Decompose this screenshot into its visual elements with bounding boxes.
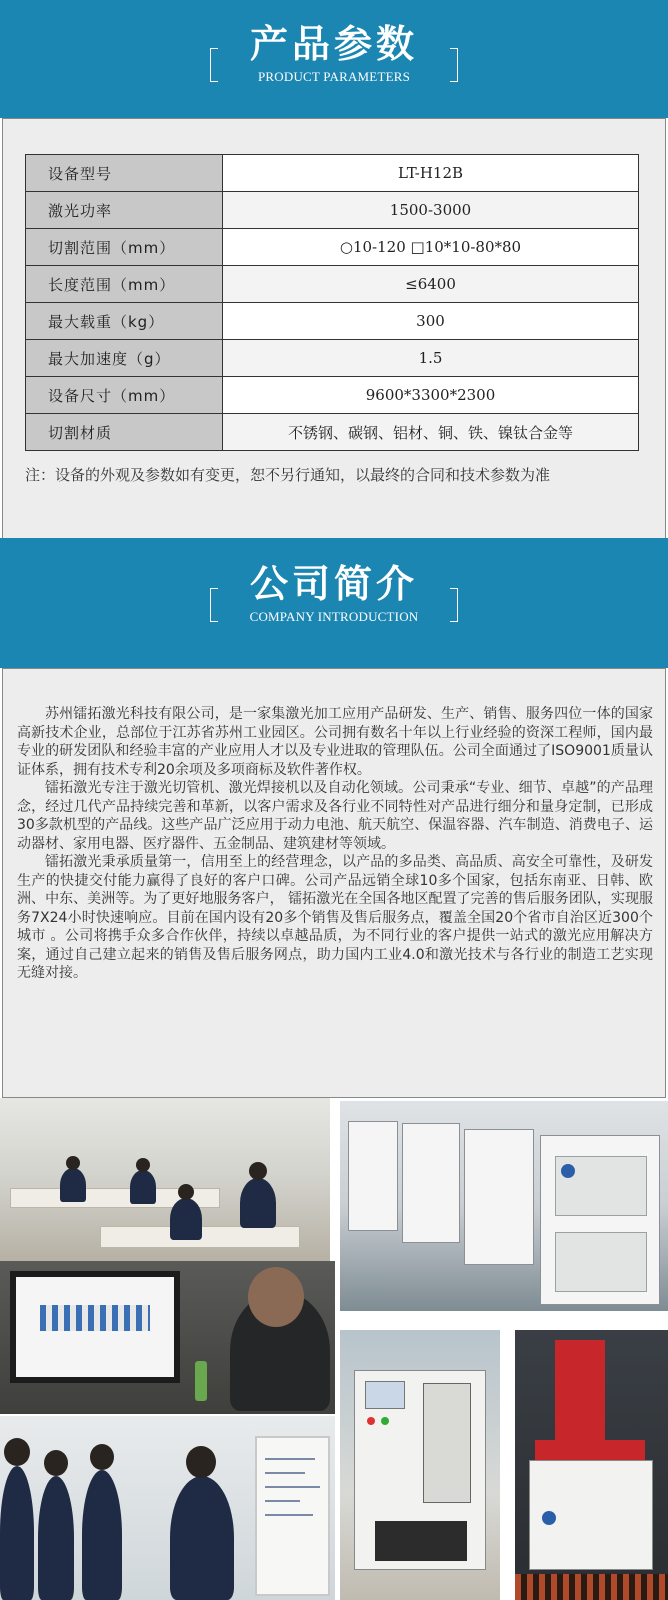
person-head <box>248 1267 304 1327</box>
scribble <box>265 1486 320 1488</box>
photo-collage <box>0 1098 668 1600</box>
params-row <box>26 155 639 192</box>
person-head <box>90 1444 114 1470</box>
param-value: ≤6400 <box>223 266 639 303</box>
person <box>60 1168 86 1202</box>
cabinet-panel <box>555 1232 647 1292</box>
param-value: 9600*3300*2300 <box>223 377 639 414</box>
bracket-left <box>210 48 218 82</box>
machine-cabinet <box>540 1135 660 1305</box>
section-header-company <box>0 562 668 628</box>
params-row <box>26 340 639 377</box>
cad-drawing <box>40 1305 150 1331</box>
person <box>170 1476 234 1600</box>
company-intro-panel <box>2 668 666 1098</box>
param-label: 设备尺寸（mm） <box>26 377 223 414</box>
person <box>82 1470 122 1600</box>
param-label: 长度范围（mm） <box>26 266 223 303</box>
section-subtitle-row <box>216 66 452 88</box>
red-arm <box>535 1440 645 1460</box>
machine-base <box>529 1460 653 1570</box>
scribble <box>265 1514 313 1516</box>
person-head <box>4 1438 30 1466</box>
button-icon <box>367 1417 375 1425</box>
intro-paragraph: 镭拓激光秉承质量第一，信用至上的经营理念，以产品的多品类、高品质、高安全可靠性，及研发生产的快捷交付能力赢得了良好的客户口碑。公司产品远销全球10多个国家，包括东南亚、日韩、欧洲、中东、美洲等。为了更好地服务客户， 镭拓激光在全国各地区配置了完善的售后服务团队，实现服务7X24小时快速响应。目前在国内设有20多个销售及售后服务点，覆盖全国20个省市自治区近300个城市 。公司将携手众多合作伙伴，持续以卓越品质，为不同行业的客户提供一站式的激光应用解决方案，通过自己建立起来的销售及售后服务网点，助力国内工业4.0和激光技术与各行业的制造工艺实现无缝对接。 <box>17 854 653 981</box>
param-value: ○10-120 □10*10-80*80 <box>223 229 639 266</box>
whiteboard <box>255 1436 330 1596</box>
machine-cabinet <box>402 1123 460 1243</box>
person-head <box>186 1446 216 1478</box>
params-panel <box>2 118 666 548</box>
intro-paragraph: 镭拓激光专注于激光切管机、激光焊接机以及自动化领域。公司秉承“专业、细节、卓越”的产品理念，经过几代产品持续完善和革新，以客户需求及各行业不同特性对产品进行细分和量身定制，已形成30多款机型的产品线。这些产品广泛应用于动力电池、航天航空、保温容器、汽车制造、消费电子、运动器材、家用电器、医疗器件、五金制品、建筑建材等领域。 <box>17 780 653 852</box>
floor-grate <box>515 1574 668 1600</box>
brand-logo-icon <box>561 1164 575 1178</box>
section-header-product <box>0 22 668 88</box>
param-value: 1.5 <box>223 340 639 377</box>
white-machine <box>354 1370 486 1570</box>
machines-photo <box>340 1101 668 1311</box>
scribble <box>265 1500 300 1502</box>
machine-chamber <box>423 1383 471 1503</box>
engineer-screen-photo <box>0 1261 335 1414</box>
person <box>240 1178 276 1228</box>
params-row <box>26 192 639 229</box>
param-value: 300 <box>223 303 639 340</box>
person-head <box>136 1158 150 1172</box>
param-label: 切割材质 <box>26 414 223 451</box>
brand-logo-icon <box>542 1511 556 1525</box>
section-title: 产品参数 <box>249 22 418 66</box>
param-value: 1500-3000 <box>223 192 639 229</box>
intro-paragraph: 苏州镭拓激光科技有限公司，是一家集激光加工应用产品研发、生产、销售、服务四位一体的国家高新技术企业，总部位于江苏省苏州工业园区。公司拥有数名十年以上行业经验的资深工程师，国内最专业的研发团队和经验丰富的产业应用人才以及专业进取的管理队伍。公司全面通过了ISO9001质量认证体系，拥有技术专利20余项及多项商标及软件著作权。 <box>17 706 653 778</box>
person-head <box>249 1162 267 1180</box>
params-row <box>26 266 639 303</box>
office-photo <box>0 1098 330 1263</box>
params-row <box>26 414 639 451</box>
bracket-left <box>210 588 218 622</box>
params-table <box>25 154 639 451</box>
person-head <box>178 1184 194 1200</box>
team-photo <box>0 1416 335 1600</box>
person-head <box>66 1156 80 1170</box>
scribble <box>265 1458 315 1460</box>
lab-machine-photo <box>340 1330 500 1600</box>
scribble <box>265 1472 305 1474</box>
param-label: 最大加速度（g） <box>26 340 223 377</box>
person-head <box>44 1450 68 1476</box>
params-row <box>26 229 639 266</box>
param-label: 设备型号 <box>26 155 223 192</box>
param-label: 激光功率 <box>26 192 223 229</box>
machine-cabinet <box>348 1121 398 1231</box>
person <box>38 1476 74 1600</box>
params-row <box>26 303 639 340</box>
section-title: 公司简介 <box>249 562 418 606</box>
bracket-right <box>450 588 458 622</box>
bracket-right <box>450 48 458 82</box>
machine-window <box>375 1521 467 1561</box>
section-subtitle: PRODUCT PARAMETERS <box>257 69 411 84</box>
param-value: LT-H12B <box>223 155 639 192</box>
section-subtitle: COMPANY INTRODUCTION <box>249 609 419 624</box>
param-value: 不锈钢、碳钢、铝材、铜、铁、镍钛合金等 <box>223 414 639 451</box>
person <box>170 1198 202 1240</box>
param-label: 切割范围（mm） <box>26 229 223 266</box>
control-screen <box>365 1381 405 1409</box>
person <box>130 1170 156 1204</box>
button-icon <box>381 1417 389 1425</box>
machine-cabinet <box>464 1129 534 1265</box>
section-subtitle-row <box>216 606 452 628</box>
params-row <box>26 377 639 414</box>
red-machine-photo <box>515 1330 668 1600</box>
cup <box>195 1361 207 1401</box>
params-note: 注：设备的外观及参数如有变更，恕不另行通知，以最终的合同和技术参数为准 <box>25 466 551 484</box>
company-intro-text <box>17 705 653 983</box>
person <box>0 1466 34 1600</box>
param-label: 最大载重（kg） <box>26 303 223 340</box>
